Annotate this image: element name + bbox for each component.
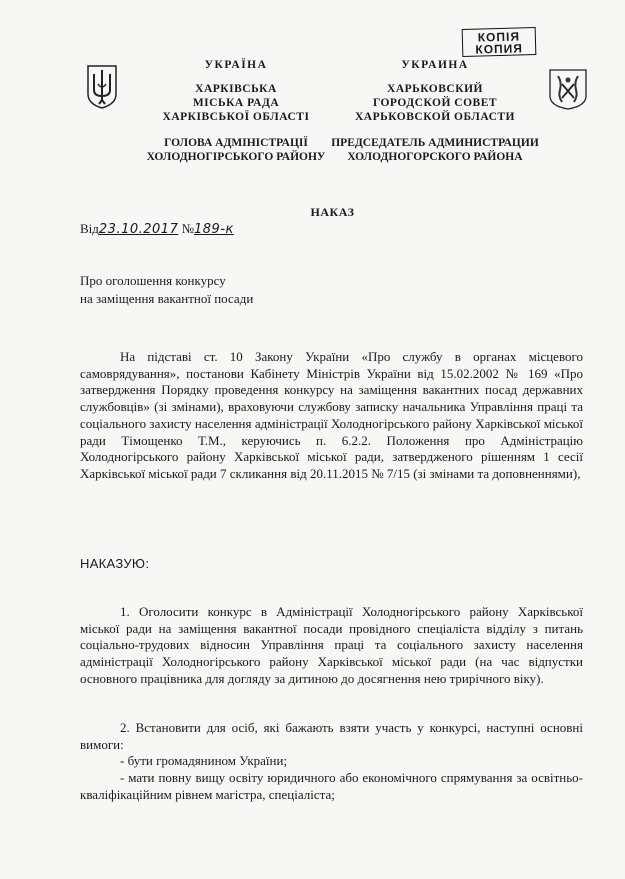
trident-icon xyxy=(86,64,118,110)
order-date: 23.10.2017 xyxy=(98,222,179,237)
requirement-citizenship: - бути громадянином України; xyxy=(120,753,288,769)
order-subject xyxy=(80,272,253,308)
requirement-education: - мати повну вищу освіту юридичного або економічного спрямування за освітньо-кваліфікаційним рівнем магістра, спеціаліста; xyxy=(80,770,583,802)
number-prefix: № xyxy=(181,221,194,236)
kharkiv-coat-of-arms-icon xyxy=(548,68,588,110)
country-ua: УКРАЇНА xyxy=(204,59,268,71)
title-text: НАКАЗ xyxy=(310,205,355,219)
header-right-russian xyxy=(325,58,545,164)
order-number: 189-к xyxy=(194,222,234,237)
date-prefix: Від xyxy=(80,221,99,236)
subject-line1: Про оголошення конкурсу xyxy=(80,273,226,288)
item-2-paragraph xyxy=(80,720,583,804)
subject-line2: на заміщення вакантної посади xyxy=(80,291,254,306)
copy-stamp xyxy=(462,27,537,57)
header-left-ukrainian xyxy=(136,58,336,164)
item-2-intro: 2. Встановити для осіб, які бажають взяти участь у конкурсі, наступні основні вимоги: xyxy=(80,720,583,752)
item-1-paragraph: 1. Оголосити конкурс в Адміністрації Холодногірського району Харківської міської ради на заміщення вакантної посади провідного спеціаліста відділу з питань соціально-трудових відносин Управління праці та соціального захисту населення адміністрації Холодногірського району Харківської міської ради (на час відпустки основного працівника для догляду за дитиною до досягнення нею трирічного віку). xyxy=(80,604,583,686)
preamble-paragraph: На підставі ст. 10 Закону України «Про службу в органах місцевого самоврядування», постанови Кабінету Міністрів України від 15.02.2002 № 169 «Про затвердження Порядку проведення конкурсу на заміщення вакантних посад державних службовців» (зі змінами), враховуючи службову записку начальника Управління праці та соціального захисту населення адміністрації Холодногірського району Харківської міської ради Тімощенко Т.М., керуючись п. 6.2.2. Положення про Адміністрацію Холодногірського району Харківської міської ради, затвердженого рішенням 1 сесії Харківської міської ради 7 скликання від 20.11.2015 № 7/15 (зі змінами та доповненнями), xyxy=(80,349,583,481)
council-line2-ua: МІСЬКА РАДА xyxy=(192,97,280,109)
council-line3-ru: ХАРЬКОВСКОЙ ОБЛАСТИ xyxy=(354,111,515,123)
council-line1-ru: ХАРЬКОВСКИЙ xyxy=(387,83,483,95)
admin-line1-ua: ГОЛОВА АДМІНІСТРАЦІЇ xyxy=(164,137,308,149)
stamp-line-ua: КОПІЯ xyxy=(477,29,521,45)
order-word: НАКАЗУЮ: xyxy=(80,556,150,571)
admin-line2-ru: ХОЛОДНОГОРСКОГО РАЙОНА xyxy=(347,151,523,163)
stamp-line-ru: КОПИЯ xyxy=(475,41,524,57)
admin-line2-ua: ХОЛОДНОГІРСЬКОГО РАЙОНУ xyxy=(146,151,326,163)
country-ru: УКРАИНА xyxy=(401,59,469,71)
council-line2-ru: ГОРОДСКОЙ СОВЕТ xyxy=(372,97,498,109)
document-title xyxy=(0,205,625,220)
council-line3-ua: ХАРКІВСЬКОЇ ОБЛАСТІ xyxy=(162,111,310,123)
admin-line1-ru: ПРЕДСЕДАТЕЛЬ АДМИНИСТРАЦИИ xyxy=(331,137,539,149)
date-number-line xyxy=(80,221,234,237)
council-line1-ua: ХАРКІВСЬКА xyxy=(195,83,277,95)
